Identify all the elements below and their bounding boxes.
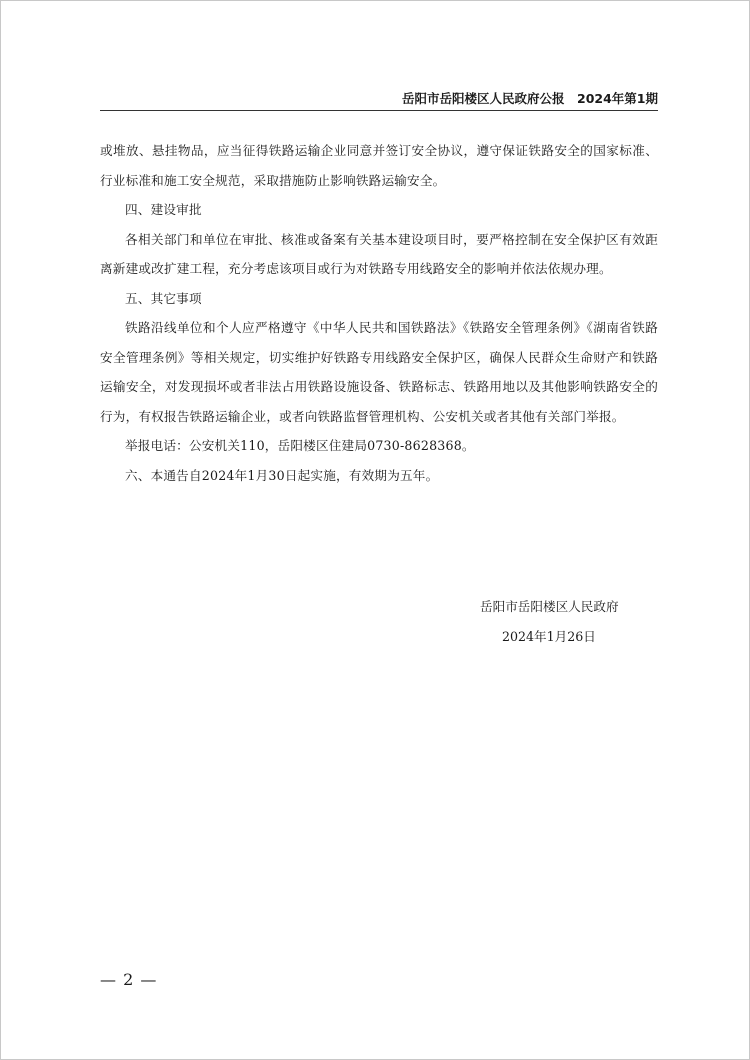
section-heading-construction-approval: 四、建设审批: [125, 202, 202, 217]
signature-organization: 岳阳市岳阳楼区人民政府: [480, 599, 619, 614]
header-divider: [100, 110, 658, 111]
paragraph-continuation: 或堆放、悬挂物品，应当征得铁路运输企业同意并签订安全协议，遵守保证铁路安全的国家标准、行业标准和施工安全规范，采取措施防止影响铁路运输安全。: [100, 143, 658, 188]
section-heading-other-matters: 五、其它事项: [125, 290, 202, 306]
page-number: — 2 —: [100, 970, 158, 989]
paragraph-other-matters: 铁路沿线单位和个人应严格遵守《中华人民共和国铁路法》《铁路安全管理条例》《湖南省铁路安全管理条例》等相关规定，切实维护好铁路专用线路安全保护区，确保人民群众生命财产和铁路运输安全，对发现损坏或者非法占用铁路设施设备、铁路标志、铁路用地以及其他影响铁路安全的行为，有权报告铁路运输企业，或者向铁路监督管理机构、公安机关或者其他有关部门举报。: [100, 320, 658, 424]
paragraph-effective-date: 六、本通告自2024年1月30日起实施，有效期为五年。: [125, 467, 439, 483]
running-header: 岳阳市岳阳楼区人民政府公报 2024年第1期: [402, 91, 658, 106]
signature-date: 2024年1月26日: [502, 629, 596, 644]
document-body: [100, 136, 658, 490]
paragraph-construction-approval: 各相关部门和单位在审批、核准或备案有关基本建设项目时，要严格控制在安全保护区有效距离新建或改扩建工程，充分考虑该项目或行为对铁路专用线路安全的影响并依法依规办理。: [100, 231, 658, 276]
paragraph-report-phone: 举报电话：公安机关110，岳阳楼区住建局0730-8628368。: [125, 438, 475, 453]
